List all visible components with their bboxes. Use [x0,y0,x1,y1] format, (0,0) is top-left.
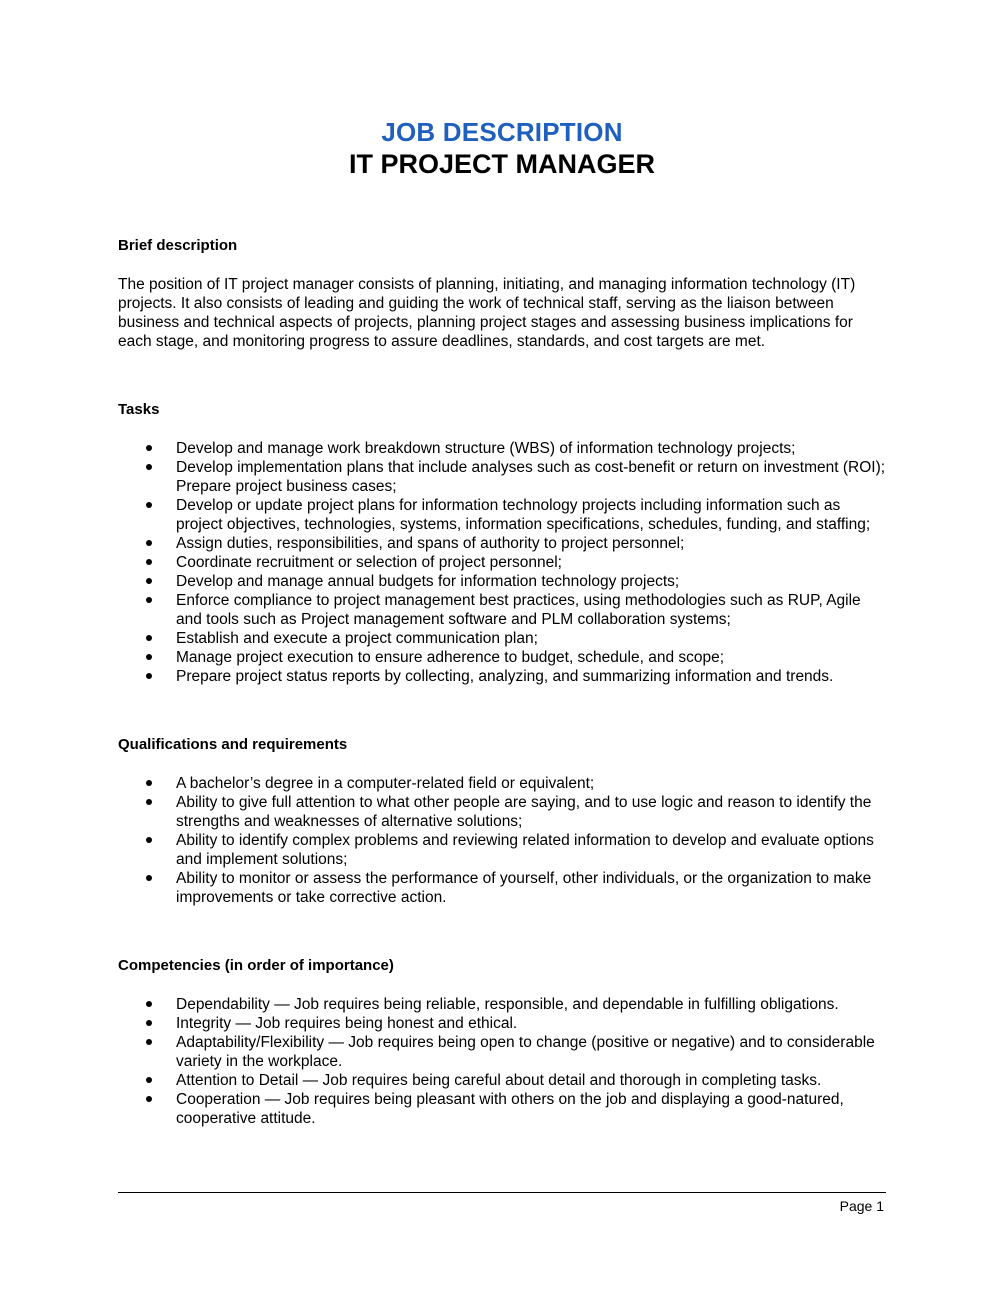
competencies-section [118,956,886,1128]
list-item [118,458,886,496]
list-item [118,572,886,591]
brief-description-text: The position of IT project manager consists of planning, initiating, and managing information technology (IT) projects. It also consists of leading and guiding the work of technical staff, serving as the liaison between business and technical aspects of projects, planning project stages and assessing business implications for each stage, and monitoring progress to assure deadlines, standards, and cost targets are met. [118,276,856,350]
list-item-text: Coordinate recruitment or selection of project personnel; [176,554,562,571]
list-item [118,1071,886,1090]
tasks-section [118,400,886,686]
bullet-icon [146,502,152,508]
list-item [118,629,886,648]
section-heading-tasks: Tasks [118,401,160,418]
list-item [118,793,886,831]
list-item [118,831,886,869]
list-item-text: Establish and execute a project communication plan; [176,630,538,647]
bullet-icon [146,1039,152,1045]
list-item [118,995,886,1014]
bullet-icon [146,1001,152,1007]
section-heading-competencies: Competencies (in order of importance) [118,957,394,974]
list-item-text: Develop and manage work breakdown structure (WBS) of information technology projects; [176,440,796,457]
list-item [118,774,886,793]
list-item-text: Assign duties, responsibilities, and spans of authority to project personnel; [176,535,685,552]
list-item-text: Ability to identify complex problems and reviewing related information to develop and evaluate options and implement solutions; [176,832,874,868]
brief-description-section [118,236,886,351]
list-item-text: Develop or update project plans for information technology projects including information such as project objectives, technologies, systems, information specifications, schedules, funding, and staffing; [176,497,871,533]
bullet-icon [146,837,152,843]
job-title: IT PROJECT MANAGER [348,149,656,179]
list-item [118,648,886,667]
list-item-text: Dependability — Job requires being reliable, responsible, and dependable in fulfilling obligations. [176,996,839,1013]
bullet-icon [146,654,152,660]
document-type-title: JOB DESCRIPTION [381,117,623,147]
list-item-text: Cooperation — Job requires being pleasant with others on the job and displaying a good-natured, cooperative attitude. [176,1091,844,1127]
bullet-icon [146,464,152,470]
list-item-text: Prepare project status reports by collecting, analyzing, and summarizing information and trends. [176,668,834,685]
list-item-text: Manage project execution to ensure adherence to budget, schedule, and scope; [176,649,725,666]
list-item [118,667,886,686]
list-item [118,1090,886,1128]
bullet-icon [146,1020,152,1026]
list-item-text: Ability to monitor or assess the performance of yourself, other individuals, or the organization to make improvements or take corrective action. [176,870,872,906]
tasks-list [118,439,886,686]
list-item-text: Ability to give full attention to what other people are saying, and to use logic and reason to identify the strengths and weaknesses of alternative solutions; [176,794,872,830]
list-item [118,439,886,458]
footer-divider [118,1192,886,1193]
page-number: Page 1 [839,1198,884,1214]
bullet-icon [146,540,152,546]
list-item-text: Attention to Detail — Job requires being careful about detail and thorough in completing tasks. [176,1072,822,1089]
list-item-text: A bachelor’s degree in a computer-related field or equivalent; [176,775,595,792]
list-item [118,869,886,907]
bullet-icon [146,445,152,451]
bullet-icon [146,559,152,565]
bullet-icon [146,597,152,603]
list-item [118,553,886,572]
bullet-icon [146,780,152,786]
document-page [118,0,886,1290]
bullet-icon [146,799,152,805]
list-item-text: Integrity — Job requires being honest and ethical. [176,1015,518,1032]
qualifications-list [118,774,886,907]
list-item [118,1014,886,1033]
bullet-icon [146,635,152,641]
bullet-icon [146,578,152,584]
qualifications-section [118,735,886,907]
list-item [118,1033,886,1071]
list-item [118,591,886,629]
list-item-text: Develop implementation plans that include analyses such as cost-benefit or return on investment (ROI); Prepare project business cases; [176,459,886,495]
competencies-list [118,995,886,1128]
list-item-text: Adaptability/Flexibility — Job requires being open to change (positive or negative) and to considerable variety in the workplace. [176,1034,875,1070]
list-item-text: Develop and manage annual budgets for information technology projects; [176,573,680,590]
list-item [118,534,886,553]
document-body [118,236,886,1128]
bullet-icon [146,875,152,881]
title-block [118,116,886,180]
bullet-icon [146,1096,152,1102]
section-heading-qualifications: Qualifications and requirements [118,736,348,753]
list-item-text: Enforce compliance to project management best practices, using methodologies such as RUP, Agile and tools such as Project management software and PLM collaboration systems; [176,592,861,628]
section-heading-brief: Brief description [118,237,238,254]
list-item [118,496,886,534]
bullet-icon [146,673,152,679]
bullet-icon [146,1077,152,1083]
